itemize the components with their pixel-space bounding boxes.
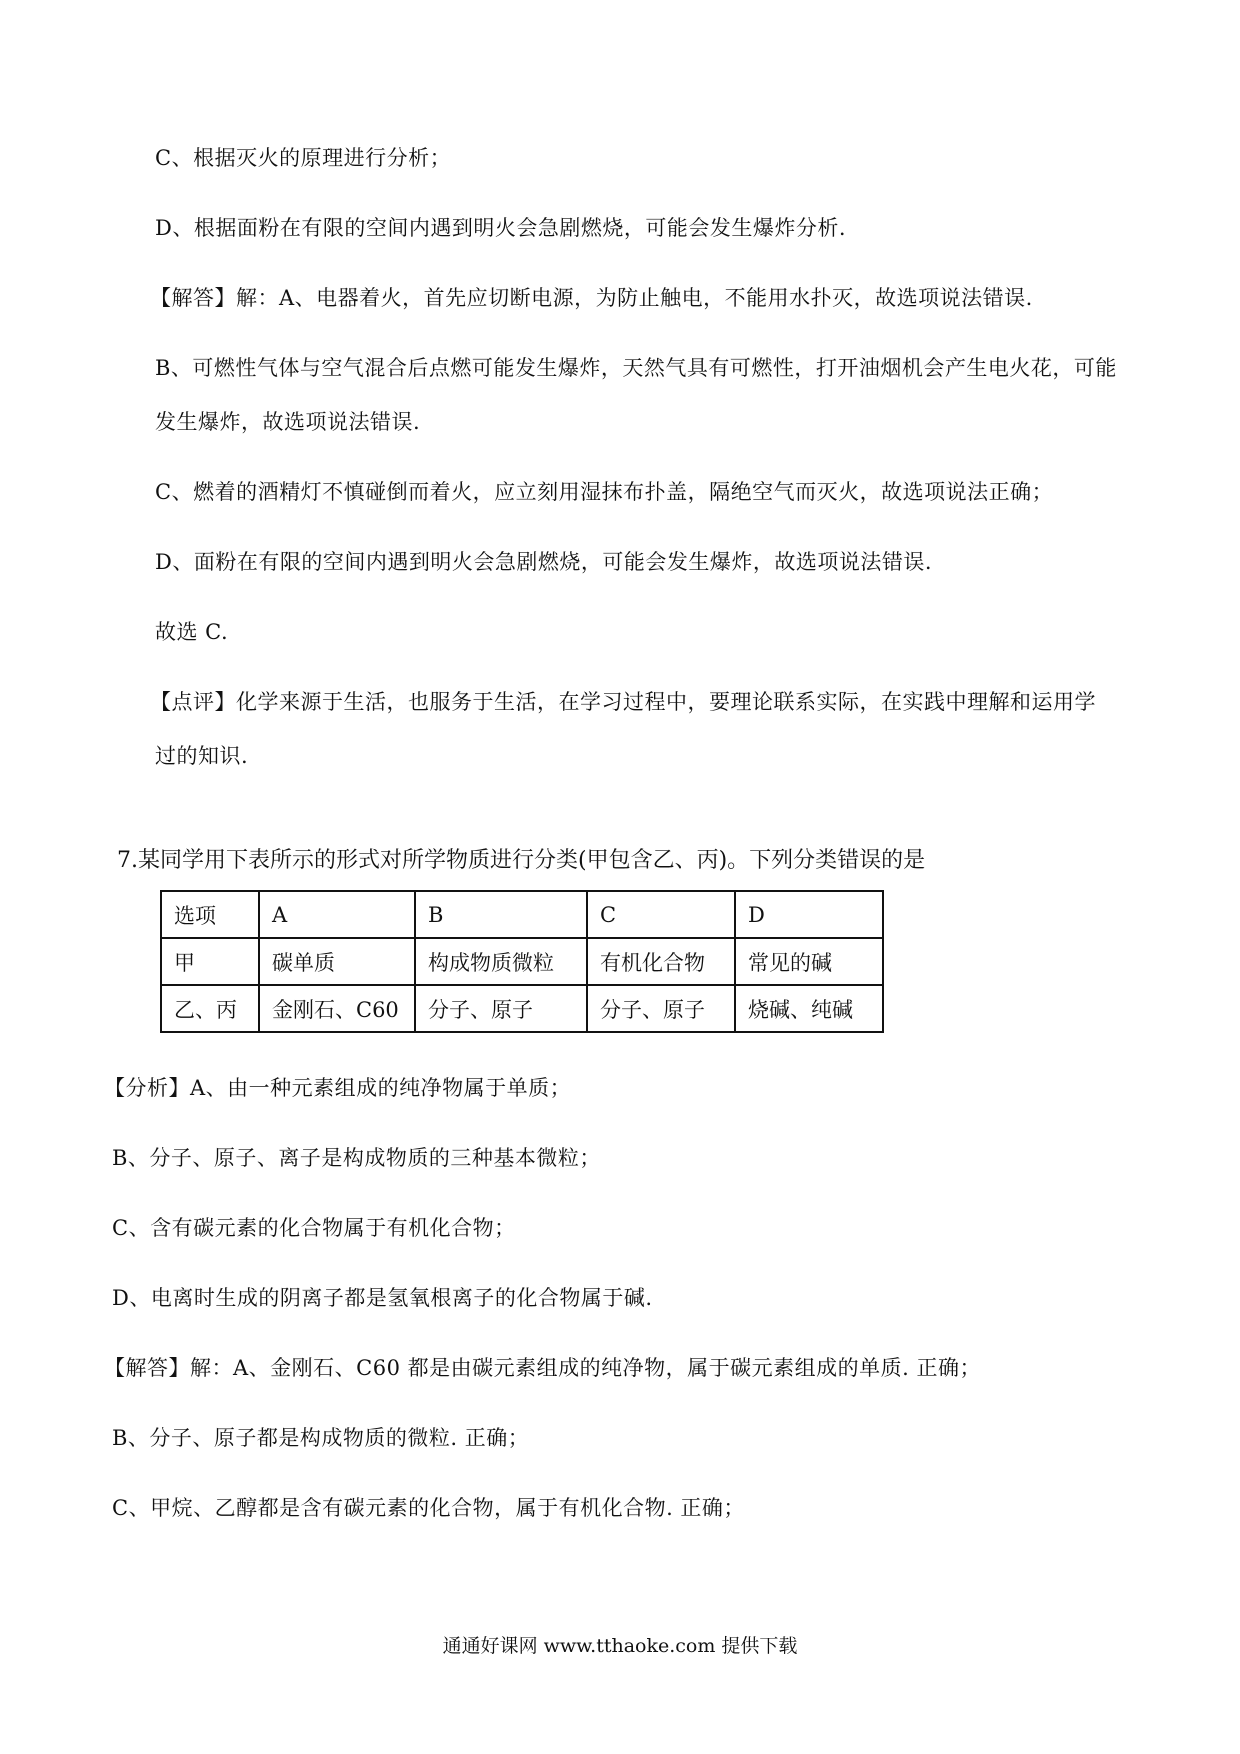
table-cell: 碳单质: [259, 938, 415, 985]
text-line: C、燃着的酒精灯不慎碰倒而着火，应立刻用湿抹布扑盖，隔绝空气而灭火，故选项说法正确；: [155, 480, 1054, 504]
analysis-line: 【分析】A、由一种元素组成的纯净物属于单质；: [104, 1076, 572, 1100]
choice-line: 故选 C.: [155, 620, 229, 644]
table-cell: 分子、原子: [415, 985, 587, 1032]
table-cell: 乙、丙: [161, 985, 259, 1032]
table-cell: 烧碱、纯碱: [735, 985, 883, 1032]
table-cell: 有机化合物: [587, 938, 735, 985]
text-line: C、含有碳元素的化合物属于有机化合物；: [112, 1216, 516, 1240]
table-cell: B: [415, 891, 587, 938]
table-cell: 构成物质微粒: [415, 938, 587, 985]
table-cell: C: [587, 891, 735, 938]
comment-line: 【点评】化学来源于生活，也服务于生活，在学习过程中，要理论联系实际，在实践中理解和运用学: [150, 690, 1096, 714]
table-cell: 常见的碱: [735, 938, 883, 985]
text-line: C、根据灭火的原理进行分析；: [155, 146, 452, 170]
table-cell: A: [259, 891, 415, 938]
page-footer: 通通好课网 www.tthaoke.com 提供下载: [442, 1635, 798, 1657]
answer-line: 【解答】解：A、电器着火，首先应切断电源，为防止触电，不能用水扑灭，故选项说法错误.: [150, 286, 1033, 310]
text-line: B、分子、原子都是构成物质的微粒. 正确；: [112, 1426, 530, 1450]
comment-line: 过的知识.: [155, 744, 249, 768]
text-line: B、可燃性气体与空气混合后点燃可能发生爆炸，天然气具有可燃性，打开油烟机会产生电火花，可能: [155, 356, 1117, 380]
text-line: 发生爆炸，故选项说法错误.: [155, 410, 421, 434]
text-line: B、分子、原子、离子是构成物质的三种基本微粒；: [112, 1146, 601, 1170]
question-title: 7.某同学用下表所示的形式对所学物质进行分类(甲包含乙、丙)。下列分类错误的是: [117, 848, 926, 873]
text-line: C、甲烷、乙醇都是含有碳元素的化合物，属于有机化合物. 正确；: [112, 1496, 745, 1520]
table-cell: 金刚石、C60: [259, 985, 415, 1032]
answer-line: 【解答】解：A、金刚石、C60 都是由碳元素组成的纯净物，属于碳元素组成的单质. 正确；: [104, 1356, 981, 1380]
table-row: [161, 938, 883, 985]
text-line: D、电离时生成的阴离子都是氢氧根离子的化合物属于碱.: [112, 1286, 653, 1310]
table-row: [161, 891, 883, 938]
classification-table: [160, 890, 884, 1033]
table-cell: D: [735, 891, 883, 938]
table-cell: 选项: [161, 891, 259, 938]
text-line: D、根据面粉在有限的空间内遇到明火会急剧燃烧，可能会发生爆炸分析.: [155, 216, 847, 240]
table-cell: 分子、原子: [587, 985, 735, 1032]
text-line: D、面粉在有限的空间内遇到明火会急剧燃烧，可能会发生爆炸，故选项说法错误.: [155, 550, 933, 574]
table-cell: 甲: [161, 938, 259, 985]
table-row: [161, 985, 883, 1032]
